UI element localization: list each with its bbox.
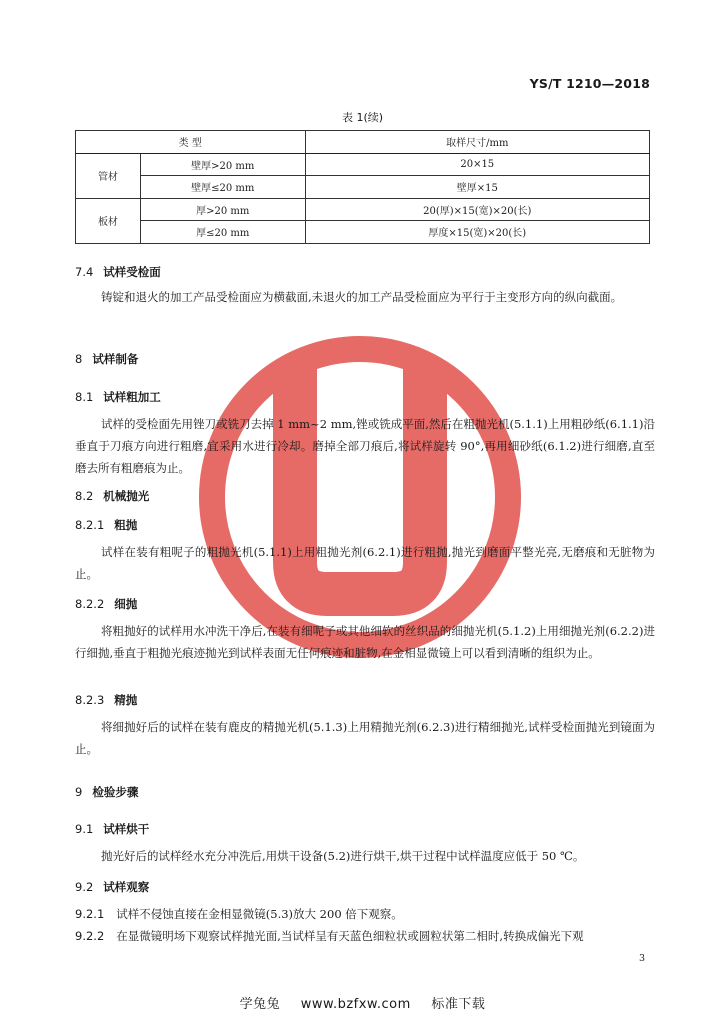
footer-url[interactable]: www.bzfxw.com [300, 997, 411, 1012]
row-size: 20×15 [305, 153, 649, 176]
section-body: 试样的受检面先用锉刀或铣刀去掉 1 mm~2 mm,锉或铣成平面,然后在粗抛光机(5.1.1)上用粗砂纸(6.1.1)沿垂直于刀痕方向进行粗磨,宜采用水进行冷却。磨掉全部刀痕后,将试样旋转 90°,再用细砂纸(6.1.2)进行细磨,直至磨去所有粗磨痕为止。 [75, 417, 655, 475]
row-condition: 厚≤20 mm [140, 221, 305, 244]
table-row [76, 176, 650, 199]
sample-size-table [75, 130, 650, 244]
section-heading: 9 检验步骤 [75, 785, 139, 799]
page-number: 3 [638, 953, 645, 964]
row-condition: 壁厚≤20 mm [140, 176, 305, 199]
row-size: 壁厚×15 [305, 176, 649, 199]
table-row [76, 221, 650, 244]
section-heading: 9.1 试样烘干 [75, 822, 150, 836]
section-heading: 8.2.2 细抛 [75, 597, 138, 611]
section-body: 抛光好后的试样经水充分冲洗后,用烘干设备(5.2)进行烘干,烘干过程中试样温度应低于 50 ℃。 [101, 849, 585, 863]
section-heading: 9.2 试样观察 [75, 880, 150, 894]
footer-site-name: 学兔兔 [239, 997, 281, 1012]
table-header-row [76, 131, 650, 154]
table-row [76, 153, 650, 176]
watermark-logo-icon [195, 332, 525, 662]
section-body: 铸锭和退火的加工产品受检面应为横截面,未退火的加工产品受检面应为平行于主变形方向的纵向截面。 [101, 290, 623, 304]
section-body: 将细抛好后的试样在装有鹿皮的精抛光机(5.1.3)上用精抛光剂(6.2.3)进行精细抛光,试样受检面抛光到镜面为止。 [75, 720, 655, 756]
clause-9-2-1: 9.2.1 试样不侵蚀直接在金相显微镜(5.3)放大 200 倍下观察。 [75, 907, 403, 921]
row-condition: 壁厚>20 mm [140, 153, 305, 176]
table-row [76, 198, 650, 221]
section-heading: 8 试样制备 [75, 352, 139, 366]
section-heading: 8.2 机械抛光 [75, 489, 150, 503]
section-heading: 7.4 试样受检面 [75, 265, 161, 279]
table-caption: 表 1(续) [341, 111, 384, 124]
row-size: 20(厚)×15(宽)×20(长) [305, 198, 649, 221]
row-condition: 厚>20 mm [140, 198, 305, 221]
standard-code: YS/T 1210—2018 [529, 76, 650, 91]
section-body: 将粗抛好的试样用水冲洗干净后,在装有细呢子或其他细软的丝织品的细抛光机(5.1.2)上用细抛光剂(6.2.2)进行细抛,垂直于粗抛光痕迹抛光到试样表面无任何痕迹和脏物,在金相显微镜上可以看到清晰的组织为止。 [75, 624, 655, 660]
clause-9-2-2: 9.2.2 在显微镜明场下观察试样抛光面,当试样呈有天蓝色细粒状或圆粒状第二相时,转换成偏光下观 [75, 929, 584, 943]
group-name: 板材 [76, 198, 141, 243]
section-body: 试样在装有粗呢子的粗抛光机(5.1.1)上用粗抛光剂(6.2.1)进行粗抛,抛光到磨面平整光亮,无磨痕和无脏物为止。 [75, 545, 655, 581]
row-size: 厚度×15(宽)×20(长) [305, 221, 649, 244]
section-heading: 8.2.3 精抛 [75, 693, 138, 707]
header-size: 取样尺寸/mm [305, 131, 649, 154]
footer-banner [0, 993, 725, 1012]
section-heading: 8.1 试样粗加工 [75, 390, 161, 404]
footer-slogan: 标准下载 [431, 997, 486, 1012]
group-name: 管材 [76, 153, 141, 198]
header-type: 类 型 [76, 131, 306, 154]
section-heading: 8.2.1 粗抛 [75, 518, 138, 532]
